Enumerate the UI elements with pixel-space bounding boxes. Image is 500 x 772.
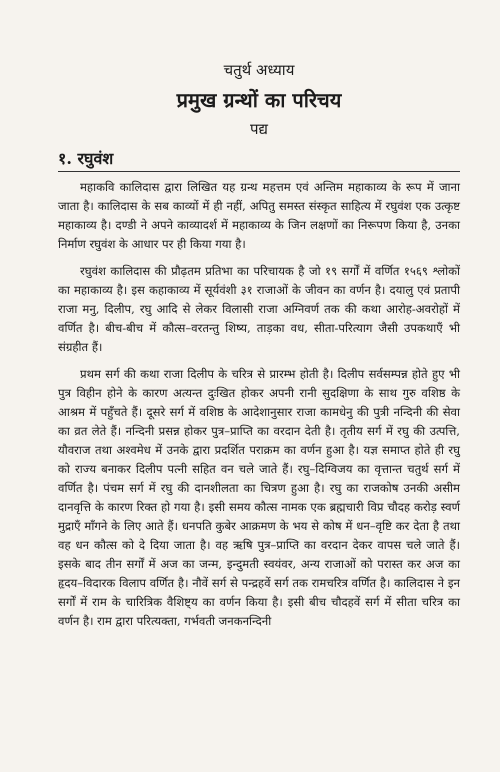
paragraph-overview: रघुवंश कालिदास की प्रौढ़तम प्रतिभा का परिचायक है जो १९ सर्गों में वर्णित १५६९ श्लोकों का महाकाव्य है। इस कहाकाव्य में सूर्यवंशी ३१ राजाओं के जीवन का वर्णन है। दयालु एवं प्रतापी राजा मनु, दिलीप, रघु आदि से लेकर विलासी राजा अग्निवर्ण तक की कथा आरोह-अवरोहों में वर्णित है। बीच-बीच में कौत्स–वरतन्तु शिष्य, ताड़का वध, सीता-परित्याग जैसी उपकथाएँ भी संग्रहीत हैं।	[58, 264, 460, 354]
page-title: प्रमुख ग्रन्थों का परिचय	[176, 88, 342, 112]
paragraph-plot: प्रथम सर्ग की कथा राजा दिलीप के चरित्र से प्रारम्भ होती है। दिलीप सर्वसम्पन्न होते हुए भी पुत्र विहीन होने के कारण अत्यन्त दुःखित होकर अपनी रानी सुदक्षिणा के साथ गुरु वशिष्ठ के आश्रम में पहुँचते हैं। दूसरे सर्ग में वशिष्ठ के आदेशानुसार राजा कामधेनु की पुत्री नन्दिनी की सेवा का व्रत लेते हैं। नन्दिनी प्रसन्न होकर पुत्र–प्राप्ति का वरदान देती है। तृतीय सर्ग में रघु की उत्पत्ति, यौवराज तथा अश्वमेध में उनके द्वारा प्रदर्शित पराक्रम का वर्णन हुआ है। यज्ञ समाप्त होते ही रघु को राज्य बनाकर दिलीप पत्नी सहित वन चले जाते हैं। रघु–दिग्विजय का वृत्तान्त चतुर्थ सर्ग में वर्णित है। पंचम सर्ग में रघु की दानशीलता का चित्रण हुआ है। रघु का राजकोष उनकी असीम दानवृत्ति के कारण रिक्त हो गया है। इसी समय कौत्स नामक एक ब्रह्मचारी विप्र चौदह करोड़ स्वर्ण मुद्राएँ माँगने के लिए आते हैं। धनपति कुबेर आक्रमण के भय से कोष में धन–वृष्टि कर देता है तथा वह धन कौत्स को दे दिया जाता है। वह ऋषि पुत्र–प्राप्ति का वरदान देकर वापस चले जाते हैं। इसके बाद तीन सर्गों में अज का जन्म, इन्दुमती स्वयंवर, अन्य राजाओं को परास्त कर अज का हृदय–विदारक विलाप वर्णित है। नौवें सर्ग से पन्द्रहवें सर्ग तक रामचरित्र वर्णित है। कालिदास ने इन सर्गों में राम के चारित्रिक वैशिष्ट्य का वर्णन किया है। इसी बीच चौदहवें सर्ग में सीता चरित्र का वर्णन है। राम द्वारा परित्यक्ता, गर्भवती जनकनन्दिनी	[58, 367, 460, 628]
section-heading: १. रघुवंश	[58, 149, 114, 168]
chapter-label: चतुर्थ अध्याय	[223, 61, 295, 79]
section-divider	[58, 171, 460, 172]
page-subtitle: पद्य	[250, 120, 268, 138]
book-page	[58, 60, 460, 639]
paragraph-intro: महाकवि कालिदास द्वारा लिखित यह ग्रन्थ महत्तम एवं अन्तिम महाकाव्य के रूप में जाना जाता है। कालिदास के सब काव्यों में ही नहीं, अपितु समस्त संस्कृत साहित्य में रघुवंश एक उत्कृष्ट महाकाव्य है। दण्डी ने अपने काव्यादर्श में महाकाव्य के जिन लक्षणों का निरूपण किया है, उनका निर्माण रघुवंश के आधार पर ही किया गया है।	[58, 180, 460, 251]
